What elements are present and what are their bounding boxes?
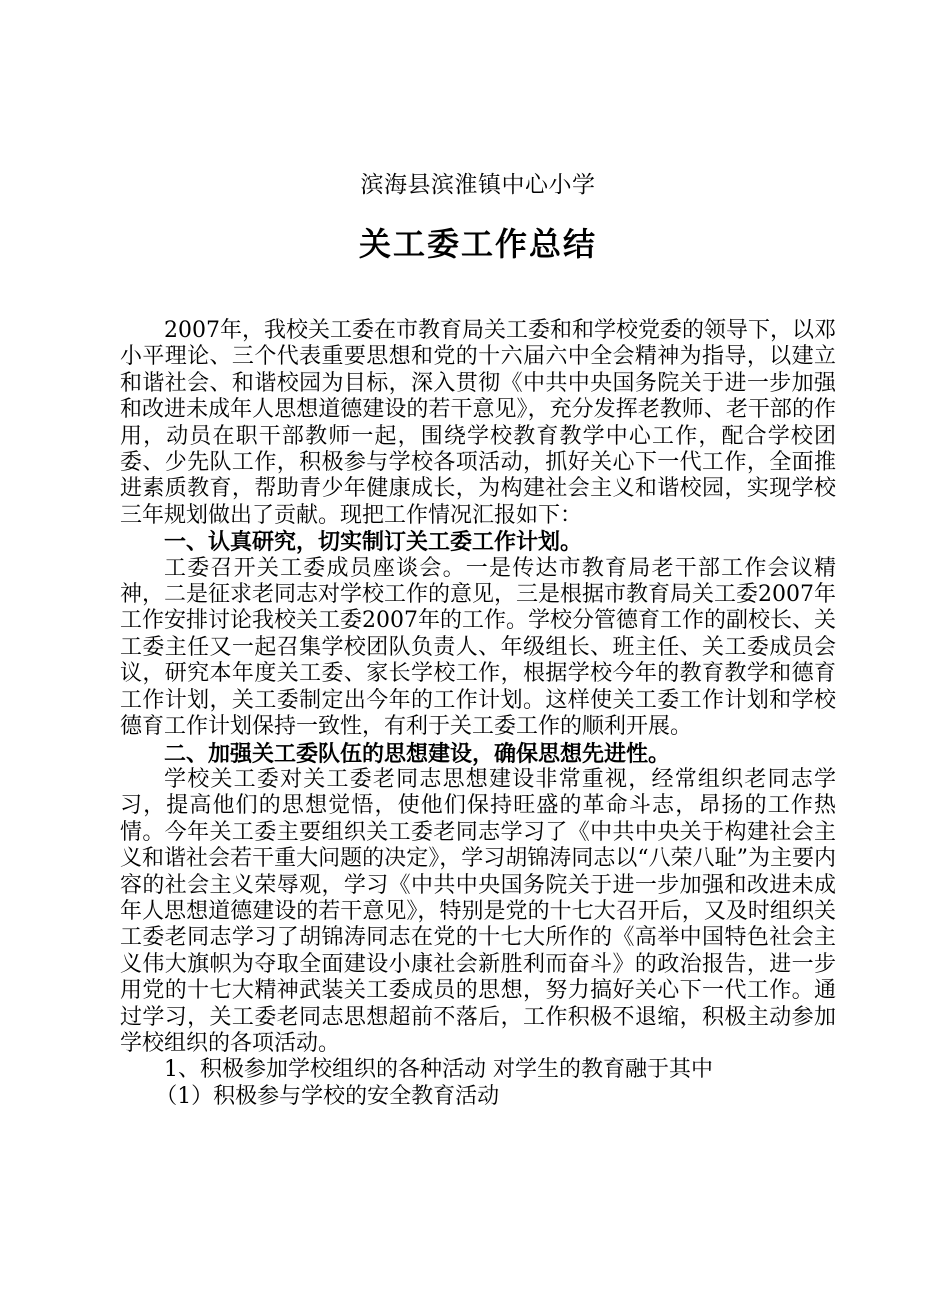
section-1-paragraph: 工委召开关工委成员座谈会。一是传达市教育局老干部工作会议精神，二是征求老同志对学校工作的意见，三是根据市教育局关工委2007年工作安排讨论我校关工委2007年的工作。学校分管德育工作的副校长、关工委主任又一起召集学校团队负责人、年级组长、班主任、关工委成员会议，研究本年度关工委、家长学校工作，根据学校今年的教育教学和德育工作计划，关工委制定出今年的工作计划。这样使关工委工作计划和学校德育工作计划保持一致性，有利于关工委工作的顺利开展。	[120, 555, 836, 740]
sub-list-item-1: （1）积极参与学校的安全教育活动	[155, 1083, 500, 1109]
document-body	[120, 318, 836, 1110]
section-heading-2: 二、加强关工委队伍的思想建设，确保思想先进性。	[164, 740, 671, 767]
list-item-1: 1、积极参加学校组织的各种活动 对学生的教育融于其中	[164, 1057, 713, 1083]
intro-paragraph: 2007年，我校关工委在市教育局关工委和和学校党委的领导下，以邓小平理论、三个代表重要思想和党的十六届六中全会精神为指导，以建立和谐社会、和谐校园为目标，深入贯彻《中共中央国务院关于进一步加强和改进未成年人思想道德建设的若干意见》，充分发挥老教师、老干部的作用，动员在职干部教师一起，围绕学校教育教学中心工作，配合学校团委、少先队工作，积极参与学校各项活动，抓好关心下一代工作，全面推进素质教育，帮助青少年健康成长，为构建社会主义和谐校园，实现学校三年规划做出了贡献。现把工作情况汇报如下：	[120, 318, 836, 528]
document-subtitle: 滨海县滨淮镇中心小学	[360, 172, 596, 198]
section-heading-1: 一、认真研究，切实制订关工委工作计划。	[164, 529, 583, 556]
section-2-paragraph: 学校关工委对关工委老同志思想建设非常重视，经常组织老同志学习，提高他们的思想觉悟，使他们保持旺盛的革命斗志，昂扬的工作热情。今年关工委主要组织关工委老同志学习了《中共中央关于构建社会主义和谐社会若干重大问题的决定》，学习胡锦涛同志以“八荣八耻”为主要内容的社会主义荣辱观，学习《中共中央国务院关于进一步加强和改进未成年人思想道德建设的若干意见》，特别是党的十七大召开后，又及时组织关工委老同志学习了胡锦涛同志在党的十七大所作的《高举中国特色社会主义伟大旗帜为夺取全面建设小康社会新胜利而奋斗》的政治报告，进一步用党的十七大精神武装关工委成员的思想，努力搞好关心下一代工作。通过学习，关工委老同志思想超前不落后，工作积极不退缩，积极主动参加学校组织的各项活动。	[120, 766, 836, 1056]
document-title: 关工委工作总结	[358, 225, 597, 263]
